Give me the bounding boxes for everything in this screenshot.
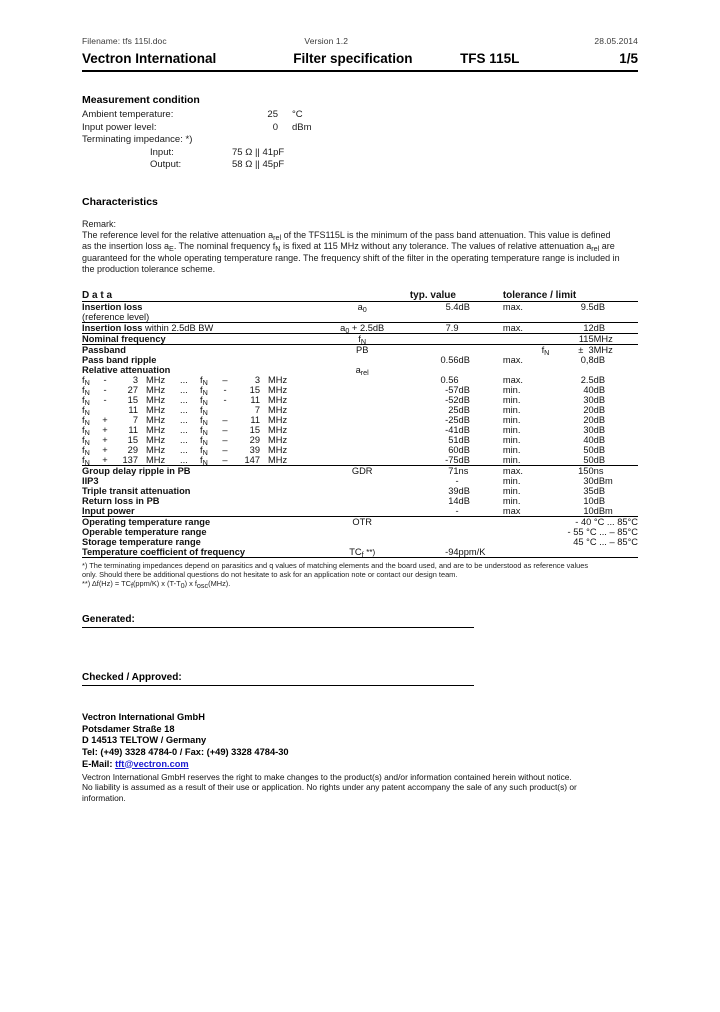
header-page-number: 1/5 <box>619 51 638 66</box>
measurement-list <box>82 109 638 172</box>
row-limit-type: $f_N$ <box>503 344 550 355</box>
row-name: Operable temperature range <box>82 526 207 537</box>
table-row <box>82 344 638 355</box>
frequency-band-row: $f_N$ - 27 MHz ... $f_N$ - 15 MHz -57 dB min. 40 dB <box>82 384 606 397</box>
measurement-output-row <box>82 159 638 172</box>
row-limit-type: max. <box>503 465 550 476</box>
generated-block <box>82 614 638 628</box>
measurement-power-row <box>82 122 638 135</box>
header-version: Version 1.2 <box>304 36 349 46</box>
col-header-typ: typ. value <box>409 289 456 301</box>
frequency-band-row: $f_N$ + 15 MHz ... $f_N$ – 29 MHz 51 dB min. 40 dB <box>82 434 606 447</box>
row-symbol <box>315 486 410 496</box>
row-temperature-range: - 40 °C ... 85°C <box>503 516 638 527</box>
frequency-band-row: $f_N$ - 3 MHz ... $f_N$ – 3 MHz 0.56 max. 2.5 dB <box>82 374 606 387</box>
characteristics-title: Characteristics <box>82 195 158 208</box>
row-name: Return loss in PB <box>82 495 160 506</box>
company-address-block <box>82 712 638 770</box>
frequency-band-row: $f_N$ + 11 MHz ... $f_N$ – 15 MHz -41 dB min. 30 dB <box>82 424 606 437</box>
table-row <box>82 476 638 486</box>
row-symbol <box>315 537 410 547</box>
row-typ-unit: dB <box>458 485 470 496</box>
footer-email-row <box>82 759 638 771</box>
legal-line-3: information. <box>82 792 126 803</box>
row-symbol <box>315 527 410 537</box>
footnotes-block <box>82 561 638 589</box>
remark-label: Remark: <box>82 218 117 229</box>
ambient-label: Ambient temperature: <box>82 109 174 120</box>
row-limit-type: max. <box>503 322 550 333</box>
row-name: Storage temperature range <box>82 536 201 547</box>
row-symbol: $TC_f$ **) <box>315 547 410 558</box>
frequency-band-row: $f_N$ + 137 MHz ... $f_N$ – 147 MHz -75 dB min. 50 dB <box>82 454 606 467</box>
remark-line-2: as the insertion loss $a_E$. The nominal frequency $f_N$ is fixed at 115 MHz without any tolerance. The values of relative attenuation $a_{rel}$ are <box>82 241 615 254</box>
row-typ-unit: ppm/K <box>459 547 503 558</box>
input-impedance-label: Input: <box>150 146 174 158</box>
row-limit-value: 35 <box>583 485 594 496</box>
row-temperature-range: - 55 °C ... – 85°C <box>567 526 638 537</box>
header-doctype: Filter specification <box>293 51 413 66</box>
row-limit-value: 30 <box>583 475 594 486</box>
row-symbol <box>315 496 410 506</box>
output-impedance-label: Output: <box>150 159 182 170</box>
row-typ-value: 39 <box>448 485 459 496</box>
row-name: Group delay ripple in PB <box>82 465 315 476</box>
row-limit-type: min. <box>502 485 521 496</box>
footer-phone: Tel: (+49) 3328 4784-0 / Fax: (+49) 3328 4784-30 <box>82 746 289 757</box>
header-company: Vectron International <box>82 51 217 66</box>
row-limit-value: 150 <box>549 465 593 476</box>
row-typ-unit <box>459 322 503 333</box>
row-limit-unit: dBm <box>593 505 613 516</box>
remark-line-4: the production tolerance scheme. <box>82 264 216 275</box>
row-typ-unit: dB <box>458 354 470 365</box>
sheet-content <box>82 36 638 803</box>
row-limit-unit: dB <box>593 354 606 365</box>
checked-block <box>82 672 638 686</box>
col-header-tolerance: tolerance / limit <box>502 289 577 301</box>
row-limit-unit: MHz <box>594 344 638 355</box>
input-impedance-value: 75 Ω || 41pF <box>232 146 285 158</box>
row-name: Relative attenuation <box>82 364 171 375</box>
col-header-data: D a t a <box>82 289 113 301</box>
measurement-title: Measurement condition <box>82 94 200 106</box>
legal-disclaimer <box>82 772 638 803</box>
email-link[interactable]: tft@vectron.com <box>115 758 189 769</box>
power-label: Input power level: <box>82 121 157 133</box>
frequency-band-row: $f_N$ + 29 MHz ... $f_N$ – 39 MHz 60 dB min. 50 dB <box>82 444 606 457</box>
header-part-number: TFS 115L <box>460 51 520 66</box>
remark-line-1: The reference level for the relative attenuation $a_{rel}$ of the TFS115L is the minimum of the pass band attenuation. This value is defined <box>82 229 611 242</box>
row-name: Nominal frequency <box>82 333 315 344</box>
row-name: Passband <box>82 344 315 355</box>
row-name: Insertion loss <box>82 301 143 312</box>
table-row <box>82 333 638 344</box>
frequency-band-rows <box>82 375 638 466</box>
row-limit-value: 0,8 <box>580 354 594 365</box>
frequency-band-row: $f_N$ 11 MHz ... $f_N$ 7 MHz 25 dB min. 20 dB <box>82 404 606 417</box>
measurement-ambient-row <box>82 109 638 122</box>
row-typ-unit <box>459 506 503 517</box>
table-row <box>82 496 638 506</box>
footer-company: Vectron International GmbH <box>82 712 205 723</box>
row-limit-value: 9.5 <box>549 301 593 322</box>
row-typ-value: 7.9 <box>410 322 459 333</box>
row-typ-value <box>410 333 459 344</box>
remark-line-3: guaranteed for the whole operating temperature range. The frequency shift of the filter in the operating temperature range is included in <box>82 252 620 263</box>
header-date: 28.05.2014 <box>594 36 638 46</box>
relative-attenuation-header-row <box>82 365 638 375</box>
row-subname: (reference level) <box>82 311 150 322</box>
table-row <box>82 537 638 547</box>
row-limit-value: 10 <box>583 495 594 506</box>
table-row <box>82 322 638 333</box>
row-name: Input power <box>82 505 135 516</box>
power-unit: dBm <box>292 121 312 133</box>
header-meta-row <box>82 36 638 46</box>
frequency-band-row: $f_N$ + 7 MHz ... $f_N$ – 11 MHz -25 dB min. 20 dB <box>82 414 606 427</box>
ambient-unit: °C <box>292 109 303 120</box>
ambient-value: 25 <box>267 109 278 120</box>
row-limit-value: 12 <box>549 322 593 333</box>
row-limit-type: min. <box>502 495 521 506</box>
email-label: E-Mail: <box>82 758 116 769</box>
temperature-rows <box>82 516 638 547</box>
measurement-input-row <box>82 147 638 160</box>
tcf-footnote-marker: **) <box>366 547 376 557</box>
characteristics-section <box>82 196 638 276</box>
footnote-1-line-2: only. Should there be additional questions do not hesitate to ask for an application note or contact our design team. <box>82 569 458 579</box>
row-pm-sign: ± <box>578 344 584 355</box>
row-symbol <box>315 506 410 517</box>
row-limit-unit: dBm <box>593 475 613 486</box>
row-name: Operating temperature range <box>82 516 315 527</box>
row-limit-type: max. <box>503 301 550 322</box>
row-name-rest: within 2.5dB BW <box>142 322 214 333</box>
table-row <box>82 547 638 558</box>
generated-signature-line[interactable] <box>82 627 474 628</box>
table-row <box>82 516 638 527</box>
row-limit-unit: dB <box>594 322 638 333</box>
measurement-impedance-row <box>82 134 638 147</box>
lower-spec-rows <box>82 465 638 516</box>
frequency-band-row: $f_N$ - 15 MHz ... $f_N$ - 11 MHz -52 dB min. 30 dB <box>82 394 606 407</box>
measurement-section <box>82 94 638 172</box>
checked-signature-line[interactable] <box>82 685 474 686</box>
row-limit-unit: dB <box>593 495 606 506</box>
row-limit-value: 3 <box>588 344 594 355</box>
output-impedance-value: 58 Ω || 45pF <box>232 159 285 170</box>
header-main-row <box>82 51 638 72</box>
row-limit-type: min. <box>502 475 521 486</box>
row-limit-value: 10 <box>583 505 594 516</box>
row-limit-value: 115 <box>549 333 593 344</box>
row-typ-unit <box>459 476 503 486</box>
footer-city: D 14513 TELTOW / Germany <box>82 735 207 746</box>
row-symbol: GDR <box>315 465 410 476</box>
table-row <box>82 355 638 365</box>
row-limit-unit: dB <box>593 485 606 496</box>
row-typ-unit: dB <box>459 301 503 322</box>
row-symbol: $f_N$ <box>315 333 410 344</box>
impedance-footnote-marker: *) <box>185 134 193 145</box>
row-name: Pass band ripple <box>82 354 157 365</box>
row-symbol: $a_{rel}$ <box>355 364 369 377</box>
row-limit-unit: MHz <box>594 333 638 344</box>
legal-line-1: Vectron International GmbH reserves the right to make changes to the product(s) and/or information contained herein without notice. <box>82 772 572 783</box>
header-filename: Filename: tfs 115l.doc <box>82 36 167 46</box>
power-value: 0 <box>272 121 278 133</box>
table-row <box>82 506 638 517</box>
row-name: Triple transit attenuation <box>82 485 191 496</box>
table-header-row <box>82 290 638 302</box>
row-symbol <box>315 476 410 486</box>
row-typ-value: -94 <box>410 547 459 558</box>
row-limit-unit: dB <box>594 301 638 322</box>
table-row <box>82 465 638 476</box>
row-typ-unit: dB <box>458 495 470 506</box>
row-limit-type: max <box>502 505 521 516</box>
row-symbol: $a_0 + 2.5dB$ <box>315 322 410 333</box>
row-temperature-range: 45 °C ... – 85°C <box>573 536 638 547</box>
row-typ-value: 71 <box>410 465 459 476</box>
row-limit-type: max. <box>502 354 523 365</box>
generated-label: Generated: <box>82 614 135 626</box>
row-name: Insertion loss <box>82 322 143 333</box>
row-symbol: OTR <box>315 516 410 527</box>
row-typ-value: 14 <box>448 495 459 506</box>
row-typ-value: 0.56 <box>440 354 459 365</box>
footnote-1-line-1: *) The terminating impedances depend on parasitics and q values of matching elements and the board used, and are to be understood as reference values <box>82 560 589 570</box>
row-typ-value: 5.4 <box>410 301 459 322</box>
legal-line-2: No liability is assumed as a result of their use or application. No rights under any patent accompany the sale of any such product(s) or <box>82 782 577 793</box>
row-typ-value: - <box>455 505 459 516</box>
specification-table <box>82 290 638 558</box>
row-typ-unit: ns <box>459 465 503 476</box>
checked-label: Checked / Approved: <box>82 672 182 684</box>
remark-block <box>82 219 638 276</box>
row-typ-value: - <box>455 475 459 486</box>
table-row <box>82 301 638 322</box>
row-limit-unit: ns <box>594 465 638 476</box>
table-row <box>82 486 638 496</box>
row-symbol: $a_0$ <box>315 301 410 322</box>
row-symbol: PB <box>315 344 410 355</box>
footer-street: Potsdamer Straße 18 <box>82 723 175 734</box>
table-row <box>82 527 638 537</box>
row-name: Temperature coefficient of frequency <box>82 547 315 558</box>
impedance-label: Terminating impedance: *) <box>82 134 193 145</box>
row-name: IIP3 <box>82 475 99 486</box>
footnote-2: **) $\Delta f(Hz) = TC_f(ppm/K)$ x $(T-T_0)$ x $f_{osc}(MHz)$. <box>82 578 231 590</box>
